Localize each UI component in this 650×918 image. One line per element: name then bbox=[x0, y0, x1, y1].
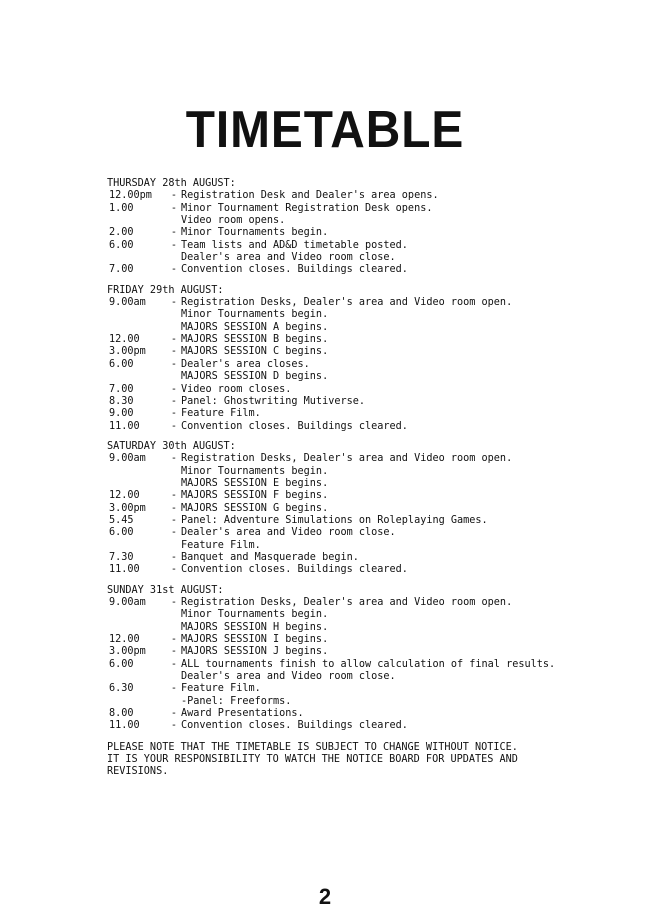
entry-lines bbox=[181, 527, 396, 552]
entry-lines bbox=[181, 708, 304, 720]
entry-lines bbox=[181, 264, 408, 276]
entry-line: Registration Desks, Dealer's area and Video room open. bbox=[181, 453, 513, 465]
timetable-entry bbox=[107, 240, 555, 265]
entry-time: 12.00pm bbox=[109, 190, 152, 202]
entry-dash: - bbox=[170, 190, 178, 202]
entry-line: -Panel: Freeforms. bbox=[181, 695, 292, 707]
entry-line: Convention closes. Buildings cleared. bbox=[181, 420, 408, 432]
entry-time: 12.00 bbox=[109, 634, 140, 646]
entry-line: Dealer's area and Video room close. bbox=[181, 527, 396, 539]
entry-line: MAJORS SESSION I begins. bbox=[181, 634, 329, 646]
timetable-entry bbox=[107, 346, 555, 358]
entry-lines bbox=[181, 334, 328, 346]
entry-time: 8.00 bbox=[109, 708, 134, 720]
entry-dash: - bbox=[170, 297, 178, 309]
page-title: TIMETABLE bbox=[185, 101, 465, 159]
entry-time: 2.00 bbox=[109, 227, 134, 239]
timetable-entry bbox=[107, 334, 555, 346]
entry-line: MAJORS SESSION J begins. bbox=[181, 646, 329, 658]
entry-time: 9.00 bbox=[109, 408, 134, 420]
entry-line: Registration Desks, Dealer's area and Video room open. bbox=[181, 297, 513, 309]
timetable-entry bbox=[107, 659, 555, 684]
entry-dash: - bbox=[170, 420, 178, 432]
day-heading: SUNDAY 31st AUGUST: bbox=[107, 584, 224, 596]
entry-line: MAJORS SESSION E begins. bbox=[181, 477, 329, 489]
entry-dash: - bbox=[170, 346, 178, 358]
entry-time: 6.00 bbox=[109, 658, 134, 670]
day-section bbox=[107, 285, 555, 433]
entry-time: 7.00 bbox=[109, 383, 134, 395]
entry-lines bbox=[181, 190, 439, 202]
entry-lines bbox=[181, 720, 408, 732]
entry-dash: - bbox=[170, 502, 178, 514]
page-number: 2 bbox=[318, 884, 332, 909]
entry-dash: - bbox=[170, 646, 178, 658]
entry-dash: - bbox=[170, 395, 178, 407]
entry-dash: - bbox=[170, 202, 178, 214]
entry-dash: - bbox=[170, 453, 178, 465]
entry-line: Minor Tournaments begin. bbox=[181, 227, 329, 239]
entry-line: Video room opens. bbox=[181, 215, 286, 227]
entry-time: 9.00am bbox=[109, 297, 146, 309]
timetable-entry bbox=[107, 597, 555, 634]
timetable-entry bbox=[107, 421, 555, 433]
entry-line: MAJORS SESSION A begins. bbox=[181, 321, 329, 333]
entry-time: 11.00 bbox=[109, 720, 140, 732]
entry-dash: - bbox=[170, 358, 178, 370]
entry-line: Minor Tournaments begin. bbox=[181, 609, 329, 621]
entry-line: Registration Desk and Dealer's area opens. bbox=[181, 190, 439, 202]
entry-lines bbox=[181, 421, 408, 433]
entry-dash: - bbox=[170, 527, 178, 539]
entry-line: Dealer's area and Video room close. bbox=[181, 252, 396, 264]
timetable-entry bbox=[107, 384, 555, 396]
entry-dash: - bbox=[170, 597, 178, 608]
entry-lines bbox=[181, 552, 359, 564]
entry-line: Feature Film. bbox=[181, 683, 261, 695]
entry-lines bbox=[181, 564, 408, 576]
entry-time: 5.45 bbox=[109, 514, 134, 526]
change-notice: PLEASE NOTE THAT THE TIMETABLE IS SUBJECT TO CHANGE WITHOUT NOTICE. IT IS YOUR RESPONSIBILITY TO WATCH THE NOTICE BOARD FOR UPDATES AND REVISIONS. bbox=[107, 741, 518, 778]
entry-lines bbox=[181, 515, 488, 527]
entry-dash: - bbox=[170, 658, 178, 670]
timetable-entry bbox=[107, 396, 555, 408]
entry-line: Team lists and AD&D timetable posted. bbox=[181, 239, 408, 251]
entry-time: 3.00pm bbox=[109, 646, 146, 658]
entry-dash: - bbox=[170, 490, 178, 502]
entry-lines bbox=[181, 346, 328, 358]
entry-dash: - bbox=[170, 334, 178, 346]
entry-time: 11.00 bbox=[109, 564, 140, 576]
timetable-entry bbox=[107, 708, 555, 720]
entry-time: 3.00pm bbox=[109, 502, 146, 514]
entry-line: Minor Tournaments begin. bbox=[181, 465, 329, 477]
timetable bbox=[107, 178, 555, 779]
entry-line: Minor Tournament Registration Desk opens. bbox=[181, 202, 433, 214]
day-heading: THURSDAY 28th AUGUST: bbox=[107, 178, 236, 189]
entry-lines bbox=[181, 359, 328, 384]
timetable-entry bbox=[107, 683, 555, 708]
entry-line: MAJORS SESSION B begins. bbox=[181, 334, 329, 346]
day-heading: SATURDAY 30th AUGUST: bbox=[107, 440, 236, 452]
entry-time: 7.00 bbox=[109, 264, 134, 276]
entry-lines bbox=[181, 297, 512, 334]
entry-line: MAJORS SESSION D begins. bbox=[181, 371, 329, 383]
day-section bbox=[107, 585, 555, 733]
entry-lines bbox=[181, 490, 328, 502]
timetable-entry bbox=[107, 227, 555, 239]
entry-dash: - bbox=[170, 720, 178, 732]
entry-line: Dealer's area and Video room close. bbox=[181, 671, 396, 683]
entry-lines bbox=[181, 659, 555, 684]
entry-time: 6.00 bbox=[109, 527, 134, 539]
day-section bbox=[107, 178, 555, 277]
entry-lines bbox=[181, 203, 432, 228]
entry-lines bbox=[181, 503, 328, 515]
entry-dash: - bbox=[170, 634, 178, 646]
entry-time: 6.00 bbox=[109, 239, 134, 251]
entry-line: Panel: Adventure Simulations on Roleplaying Games. bbox=[181, 514, 488, 526]
entry-lines bbox=[181, 646, 328, 658]
entry-dash: - bbox=[170, 227, 178, 239]
timetable-entry bbox=[107, 503, 555, 515]
entry-lines bbox=[181, 384, 291, 396]
entry-dash: - bbox=[170, 514, 178, 526]
timetable-entry bbox=[107, 564, 555, 576]
day-heading: FRIDAY 29th AUGUST: bbox=[107, 284, 224, 296]
entry-line: MAJORS SESSION F begins. bbox=[181, 490, 329, 502]
entry-lines bbox=[181, 240, 408, 265]
entry-line: Feature Film. bbox=[181, 539, 261, 551]
timetable-entry bbox=[107, 264, 555, 276]
entry-line: Minor Tournaments begin. bbox=[181, 309, 329, 321]
timetable-entry bbox=[107, 359, 555, 384]
entry-dash: - bbox=[170, 239, 178, 251]
timetable-entry bbox=[107, 297, 555, 334]
entry-line: Convention closes. Buildings cleared. bbox=[181, 264, 408, 276]
entry-time: 12.00 bbox=[109, 490, 140, 502]
entry-line: Dealer's area closes. bbox=[181, 358, 310, 370]
entry-line: Feature Film. bbox=[181, 408, 261, 420]
entry-line: ALL tournaments finish to allow calculation of final results. bbox=[181, 658, 556, 670]
entry-dash: - bbox=[170, 551, 178, 563]
entry-lines bbox=[181, 634, 328, 646]
entry-line: MAJORS SESSION H begins. bbox=[181, 621, 329, 633]
entry-dash: - bbox=[170, 708, 178, 720]
entry-line: MAJORS SESSION C begins. bbox=[181, 346, 329, 358]
entry-line: Convention closes. Buildings cleared. bbox=[181, 564, 408, 576]
entry-dash: - bbox=[170, 564, 178, 576]
entry-lines bbox=[181, 453, 512, 490]
entry-time: 1.00 bbox=[109, 202, 134, 214]
entry-lines bbox=[181, 396, 365, 408]
entry-time: 12.00 bbox=[109, 334, 140, 346]
entry-lines bbox=[181, 227, 328, 239]
entry-time: 7.30 bbox=[109, 551, 134, 563]
timetable-entry bbox=[107, 552, 555, 564]
entry-dash: - bbox=[170, 683, 178, 695]
timetable-entry bbox=[107, 634, 555, 646]
entry-time: 6.00 bbox=[109, 358, 134, 370]
entry-line: Convention closes. Buildings cleared. bbox=[181, 720, 408, 732]
timetable-entry bbox=[107, 646, 555, 658]
timetable-entry bbox=[107, 190, 555, 202]
entry-line: Video room closes. bbox=[181, 383, 292, 395]
entry-time: 9.00am bbox=[109, 453, 146, 465]
entry-time: 8.30 bbox=[109, 395, 134, 407]
entry-line: Panel: Ghostwriting Mutiverse. bbox=[181, 395, 366, 407]
entry-dash: - bbox=[170, 264, 178, 276]
timetable-entry bbox=[107, 515, 555, 527]
entry-dash: - bbox=[170, 383, 178, 395]
timetable-entry bbox=[107, 453, 555, 490]
entry-line: Award Presentations. bbox=[181, 708, 304, 720]
timetable-entry bbox=[107, 203, 555, 228]
timetable-entry bbox=[107, 527, 555, 552]
timetable-entry bbox=[107, 490, 555, 502]
entry-time: 3.00pm bbox=[109, 346, 146, 358]
entry-line: MAJORS SESSION G begins. bbox=[181, 502, 329, 514]
entry-line: Registration Desks, Dealer's area and Video room open. bbox=[181, 597, 513, 608]
entry-dash: - bbox=[170, 408, 178, 420]
entry-line: Banquet and Masquerade begin. bbox=[181, 551, 359, 563]
entry-time: 11.00 bbox=[109, 420, 140, 432]
timetable-entry bbox=[107, 408, 555, 420]
entry-lines bbox=[181, 683, 291, 708]
entry-time: 9.00am bbox=[109, 597, 146, 608]
entry-lines bbox=[181, 597, 512, 634]
day-section bbox=[107, 441, 555, 577]
entry-time: 6.30 bbox=[109, 683, 134, 695]
timetable-entry bbox=[107, 720, 555, 732]
entry-lines bbox=[181, 408, 261, 420]
